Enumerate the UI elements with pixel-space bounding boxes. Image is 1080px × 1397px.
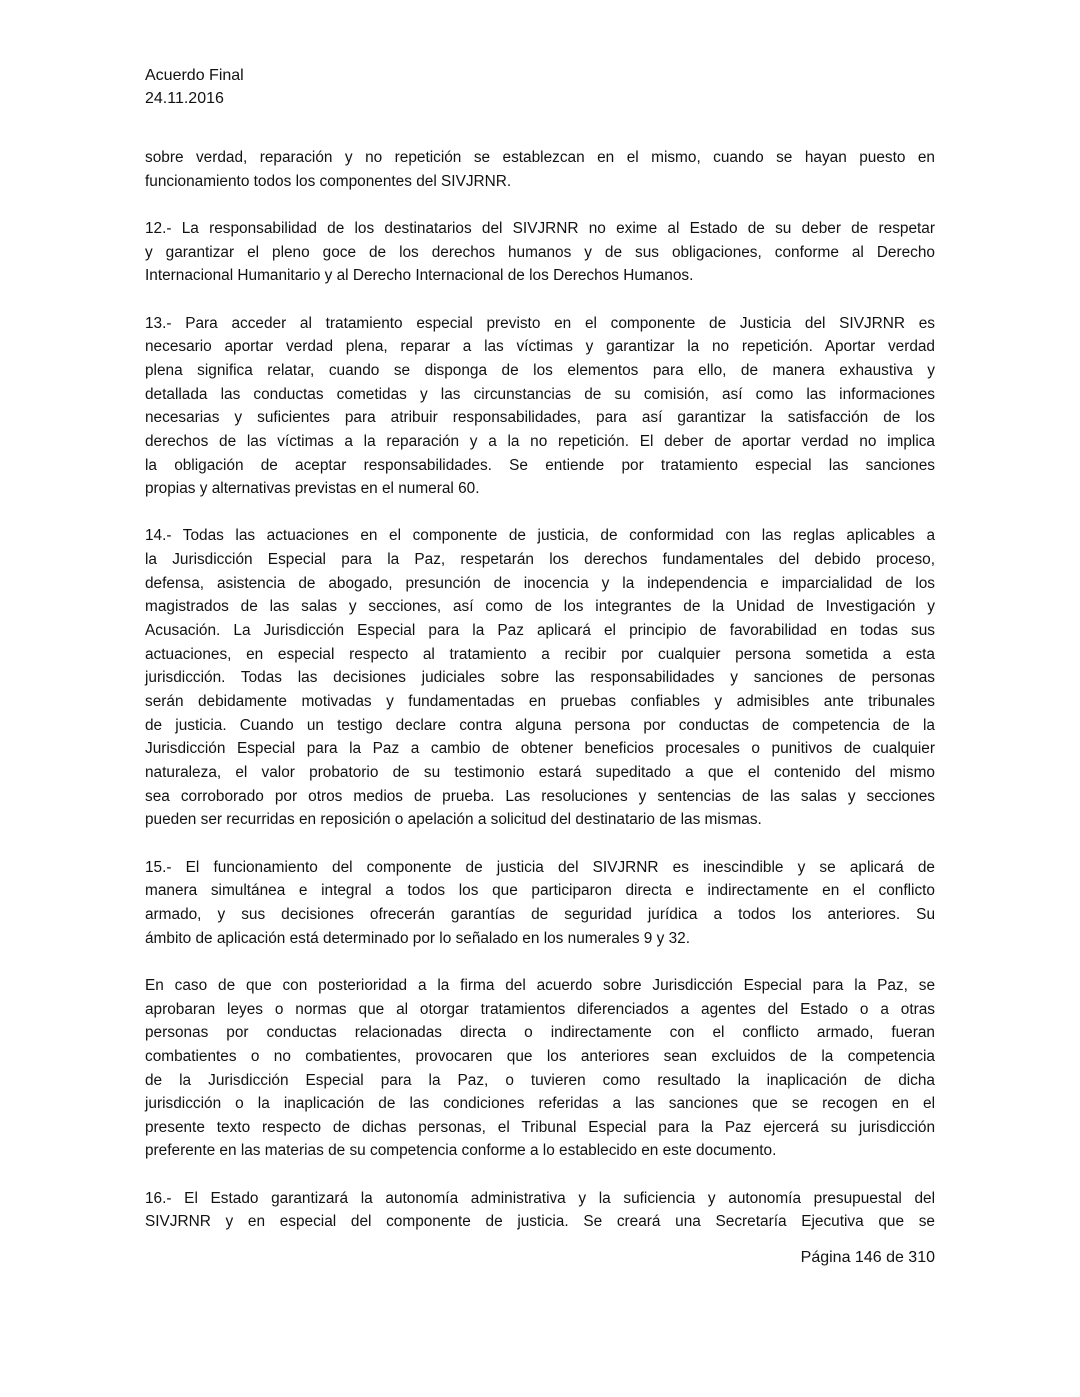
text-line: detallada las conductas cometidas y las circunstancias de su comisión, así como las informaciones xyxy=(145,385,935,403)
text-line: sea corroborado por otros medios de prueba. Las resoluciones y sentencias de las salas y secciones xyxy=(145,787,935,805)
text-line: preferente en las materias de su competencia conforme a lo establecido en este documento. xyxy=(145,1142,777,1160)
paragraph xyxy=(145,312,935,501)
text-line: Internacional Humanitario y al Derecho Internacional de los Derechos Humanos. xyxy=(145,267,694,285)
text-line: combatientes o no combatientes, provocaren que los anteriores sean excluidos de la competencia xyxy=(145,1047,935,1065)
paragraph xyxy=(145,974,935,1163)
text-line: de justicia. Cuando un testigo declare contra alguna persona por conductas de competencia de la xyxy=(145,716,935,734)
text-line: actuaciones, en especial respecto al tratamiento a recibir por cualquier persona sometida a esta xyxy=(145,645,935,663)
page-number: Página 146 de 310 xyxy=(800,1249,935,1266)
page-header xyxy=(145,64,244,110)
text-line: necesario aportar verdad plena, reparar a las víctimas y garantizar la no repetición. Aportar verdad xyxy=(145,338,935,356)
text-line: y garantizar el pleno goce de los derechos humanos y de sus obligaciones, conforme al Derecho xyxy=(145,243,935,261)
text-line: de la Jurisdicción Especial para la Paz, o tuvieren como resultado la inaplicación de dicha xyxy=(145,1071,935,1089)
text-line: manera simultánea e integral a todos los que participaron directa e indirectamente en el conflicto xyxy=(145,882,935,900)
text-line: funcionamiento todos los componentes del SIVJRNR. xyxy=(145,172,512,190)
text-line: 12.- La responsabilidad de los destinatarios del SIVJRNR no exime al Estado de su deber de respetar xyxy=(145,219,935,237)
text-line: magistrados de las salas y secciones, así como de los integrantes de la Unidad de Investigación y xyxy=(145,598,935,616)
text-line: propias y alternativas previstas en el numeral 60. xyxy=(145,480,480,498)
text-line: 14.- Todas las actuaciones en el componente de justicia, de conformidad con las reglas aplicables a xyxy=(145,527,935,545)
paragraph xyxy=(145,1187,935,1234)
paragraph xyxy=(145,146,935,193)
text-line: 15.- El funcionamiento del componente de justicia del SIVJRNR es inescindible y se aplicará de xyxy=(145,858,935,876)
text-line: 16.- El Estado garantizará la autonomía administrativa y la suficiencia y autonomía presupuestal del xyxy=(145,1189,935,1207)
paragraph xyxy=(145,524,935,832)
text-line: serán debidamente motivadas y fundamentadas en pruebas confiables y admisibles ante tribunales xyxy=(145,693,935,711)
text-line: plena significa relatar, cuando se disponga de los elementos para ello, de manera exhaustiva y xyxy=(145,361,935,379)
text-line: la Jurisdicción Especial para la Paz, respetarán los derechos fundamentales del debido proceso, xyxy=(145,551,935,569)
text-line: aprobaran leyes o normas que al otorgar tratamientos diferenciados a agentes del Estado o a otras xyxy=(145,1000,935,1018)
paragraph xyxy=(145,217,935,288)
document-title: Acuerdo Final xyxy=(145,67,244,84)
text-line: 13.- Para acceder al tratamiento especial previsto en el componente de Justicia del SIVJRNR es xyxy=(145,314,935,332)
text-line: personas por conductas relacionadas directa o indirectamente con el conflicto armado, fueran xyxy=(145,1024,935,1042)
text-line: defensa, asistencia de abogado, presunción de inocencia y la independencia e imparcialidad de los xyxy=(145,574,935,592)
document-body xyxy=(145,146,935,1258)
text-line: necesarias y suficientes para atribuir responsabilidades, para así garantizar la satisfacción de los xyxy=(145,409,935,427)
text-line: SIVJRNR y en especial del componente de justicia. Se creará una Secretaría Ejecutiva que se xyxy=(145,1213,935,1231)
text-line: Jurisdicción Especial para la Paz a cambio de obtener beneficios procesales o punitivos de cualquier xyxy=(145,740,935,758)
text-line: armado, y sus decisiones ofrecerán garantías de seguridad jurídica a todos los anteriores. Su xyxy=(145,905,935,923)
paragraph xyxy=(145,856,935,951)
text-line: presente texto respecto de dichas personas, el Tribunal Especial para la Paz ejercerá su jurisdicción xyxy=(145,1118,935,1136)
text-line: Acusación. La Jurisdicción Especial para la Paz aplicará el principio de favorabilidad en todas sus xyxy=(145,622,935,640)
text-line: jurisdicción o la inaplicación de las condiciones referidas a las sanciones que se recogen en el xyxy=(145,1095,935,1113)
text-line: derechos de las víctimas a la reparación y a la no repetición. El deber de aportar verdad no implica xyxy=(145,432,935,450)
text-line: jurisdicción. Todas las decisiones judiciales sobre las responsabilidades y sanciones de personas xyxy=(145,669,935,687)
text-line: naturaleza, el valor probatorio de su testimonio estará supeditado a que el contenido del mismo xyxy=(145,764,935,782)
text-line: En caso de que con posterioridad a la firma del acuerdo sobre Jurisdicción Especial para la Paz, se xyxy=(145,976,935,994)
document-date: 24.11.2016 xyxy=(145,90,224,107)
text-line: la obligación de aceptar responsabilidades. Se entiende por tratamiento especial las sanciones xyxy=(145,456,935,474)
text-line: sobre verdad, reparación y no repetición se establezcan en el mismo, cuando se hayan puesto en xyxy=(145,149,935,166)
text-line: ámbito de aplicación está determinado por lo señalado en los numerales 9 y 32. xyxy=(145,929,690,947)
text-line: pueden ser recurridas en reposición o apelación a solicitud del destinatario de las mismas. xyxy=(145,811,762,829)
